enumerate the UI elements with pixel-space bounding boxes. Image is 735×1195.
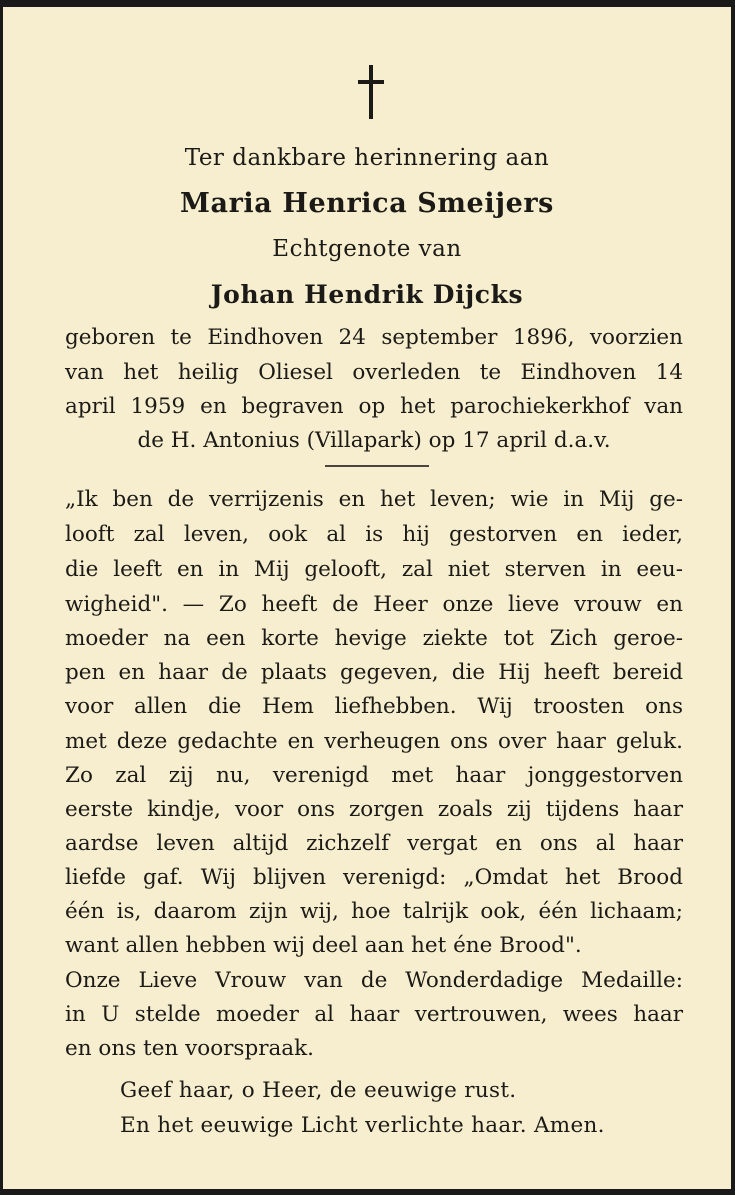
body-line: moeder na een korte hevige ziekte tot Zich geroe- — [65, 626, 683, 651]
spouse-name: Johan Hendrik Dijcks — [210, 280, 524, 309]
body-line: Onze Lieve Vrouw van de Wonderdadige Medaille: — [65, 968, 683, 993]
body-line: die leeft en in Mij gelooft, zal niet sterven in eeu- — [65, 557, 683, 582]
body-line: aardse leven altijd zichzelf vergat en ons al haar — [65, 831, 683, 856]
body-line: in U stelde moeder al haar vertrouwen, wees haar — [65, 1002, 683, 1027]
biography-line: de H. Antonius (Villapark) op 17 april d.a.v. — [137, 428, 611, 453]
cross-icon — [358, 65, 384, 119]
biography-line: april 1959 en begraven op het parochiekerkhof van — [65, 394, 683, 419]
body-line: pen en haar de plaats gegeven, die Hij heeft bereid — [65, 660, 683, 685]
body-line: „Ik ben de verrijzenis en het leven; wie in Mij ge- — [65, 487, 683, 512]
divider — [325, 465, 429, 467]
body-line: en ons ten voorspraak. — [65, 1036, 314, 1061]
body-line: één is, daarom zijn wij, hoe talrijk ook, één lichaam; — [65, 899, 683, 924]
biography-line: geboren te Eindhoven 24 september 1896, voorzien — [65, 325, 683, 350]
body-line: eerste kindje, voor ons zorgen zoals zij tijdens haar — [65, 797, 683, 822]
body-line: Zo zal zij nu, verenigd met haar jonggestorven — [65, 763, 683, 788]
biography-line: van het heilig Oliesel overleden te Eindhoven 14 — [65, 360, 683, 385]
relation-text: Echtgenote van — [272, 236, 462, 262]
memorial-card — [3, 7, 731, 1189]
closing-prayer-line: Geef haar, o Heer, de eeuwige rust. — [120, 1078, 517, 1103]
body-line: voor allen die Hem liefhebben. Wij troosten ons — [65, 694, 683, 719]
body-line: looft zal leven, ook al is hij gestorven en ieder, — [65, 522, 683, 547]
deceased-name: Maria Henrica Smeijers — [180, 188, 554, 219]
body-line: met deze gedachte en verheugen ons over haar geluk. — [65, 729, 683, 754]
intro-text: Ter dankbare herinnering aan — [184, 145, 550, 171]
body-line: want allen hebben wij deel aan het éne Brood". — [65, 933, 582, 958]
body-line: liefde gaf. Wij blijven verenigd: „Omdat het Brood — [65, 865, 683, 890]
body-line: wigheid". — Zo heeft de Heer onze lieve vrouw en — [65, 592, 683, 617]
closing-prayer-line: En het eeuwige Licht verlichte haar. Amen. — [120, 1113, 605, 1138]
